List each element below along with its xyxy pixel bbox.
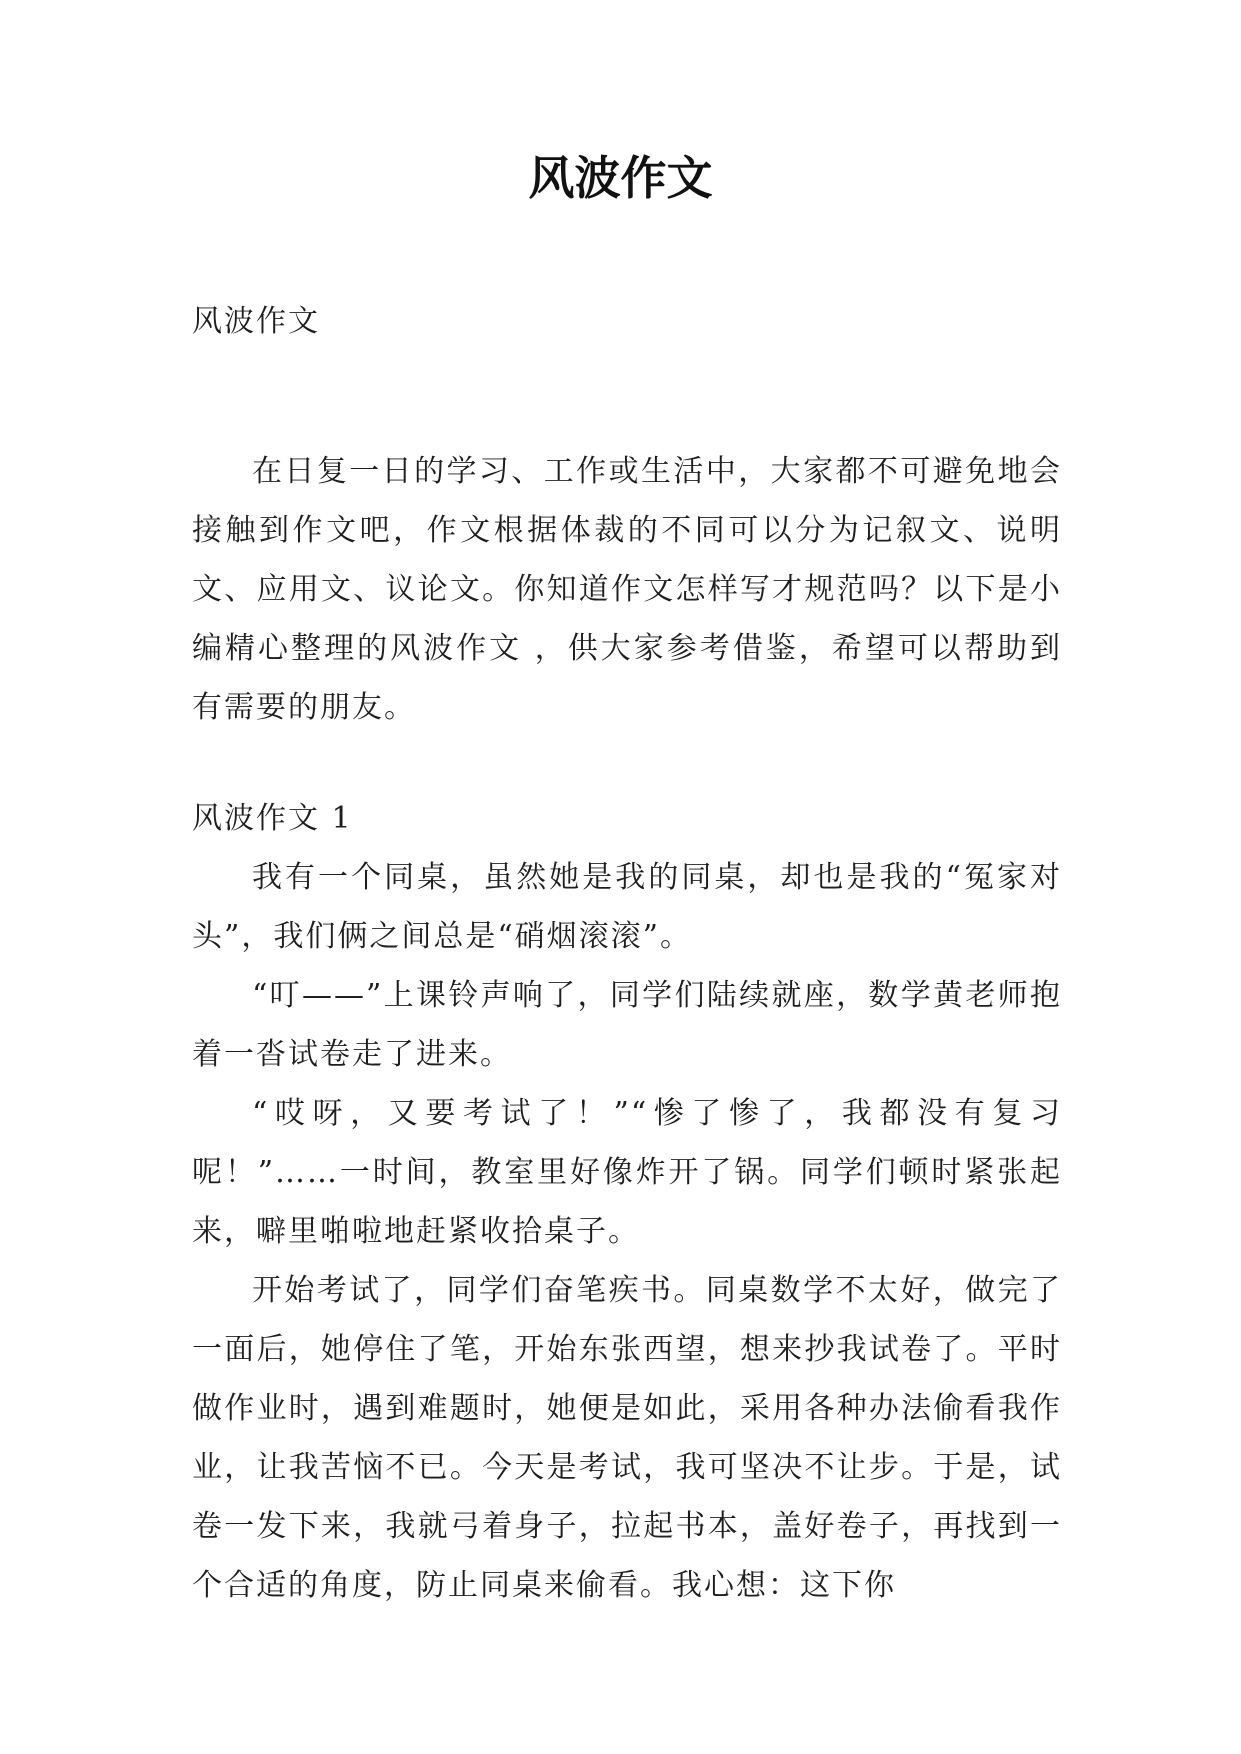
spacer: [192, 351, 1062, 410]
body-paragraph: “叮——”上课铃声响了，同学们陆续就座，数学黄老师抱着一沓试卷走了进来。: [192, 978, 1062, 1072]
document-subtitle: 风波作文: [192, 304, 320, 339]
spacer: [192, 737, 1062, 789]
document-title: 风波作文: [528, 151, 713, 205]
spacer: [192, 410, 1062, 442]
body-paragraph: 我有一个同桌，虽然她是我的同桌，却也是我的“冤家对头”，我们俩之间总是“硝烟滚滚”。: [192, 860, 1062, 954]
document-body: [192, 292, 1062, 1615]
body-paragraph: “哎呀，又要考试了！”“惨了惨了，我都没有复习呢！”……一时间，教室里好像炸开了锅。同学们顿时紧张起来，噼里啪啦地赶紧收拾桌子。: [192, 1096, 1062, 1249]
section-heading: 风波作文 1: [192, 801, 353, 836]
intro-paragraph: 在日复一日的学习、工作或生活中，大家都不可避免地会接触到作文吧，作文根据体裁的不同可以分为记叙文、说明文、应用文、议论文。你知道作文怎样写才规范吗？以下是小编精心整理的风波作文 ，供大家参考借鉴，希望可以帮助到有需要的朋友。: [192, 454, 1062, 725]
body-paragraph: 开始考试了，同学们奋笔疾书。同桌数学不太好，做完了一面后，她停住了笔，开始东张西望，想来抄我试卷了。平时做作业时，遇到难题时，她便是如此，采用各种办法偷看我作业，让我苦恼不已。今天是考试，我可坚决不让步。于是，试卷一发下来，我就弓着身子，拉起书本，盖好卷子，再找到一个合适的角度，防止同桌来偷看。我心想：这下你: [192, 1273, 1062, 1603]
